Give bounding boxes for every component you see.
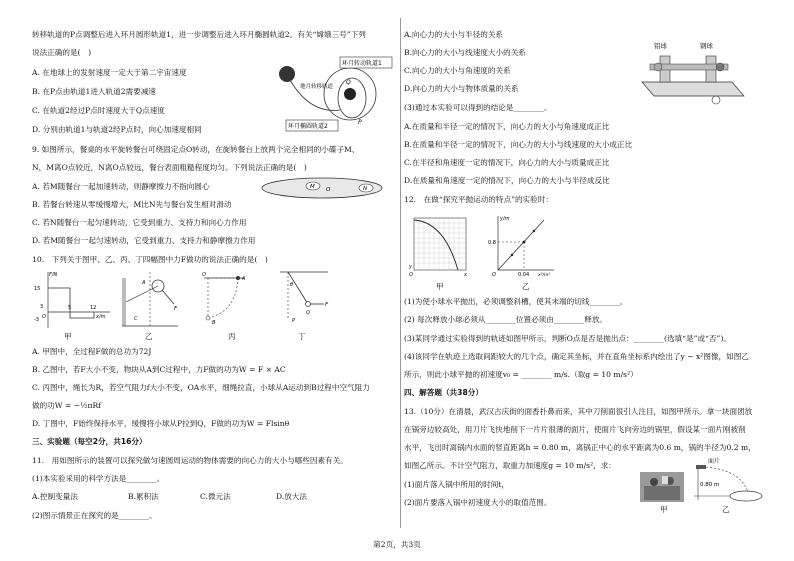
pendulum-figure-ding [276,266,332,330]
q8-option-b: B. 在P点由轨道1进入轨道2需要减速 [32,87,156,96]
yi-axis-y: y/m [500,216,510,222]
height-label: 0.80 m [700,482,720,488]
q9-option-d: D. 若M随餐台一起匀速转动，它受到重力、支持力和静摩擦力作用 [32,236,256,245]
origin-o: O [42,314,46,320]
q9-option-b: B. 若餐台转速从零缓慢增大，M比N先与餐台发生相对滑动 [32,200,232,209]
orbit1-label: 环月转动轨道1 [342,60,382,67]
section-4-heading: 四、解答题（共38分） [404,388,483,397]
point-p: P [358,119,362,126]
ding-p: P [292,318,296,324]
pulley-figure-yi [114,268,180,330]
q13-part2: (2)面片要落入锅中初速度大小的取值范围。 [404,498,552,507]
q12-stem: 12. 在做“探究平抛运动的特点”的实验时： [404,195,553,204]
q10-option-b: B. 乙图中，若F大小不变，物块从A到C过程中，力F做的功为W = F × AC [32,365,286,374]
label-m: M [310,184,315,190]
q11-choice-b: B.向心力的大小与线速度大小的关系 [404,48,526,57]
q12-part1: (1)为使小球水平抛出，必须调整斜槽，使其末端的切线________。 [404,297,628,306]
q11-stem: 11. 用如图所示的装置可以探究做匀速圆周运动的物体需要的向心力的大小与哪些因素有关。 [32,456,348,465]
q11-choice-d: D.向心力的大小与物体质量的关系 [404,84,519,93]
fig12-yi-caption: 乙 [522,282,530,291]
q11-opt-b: B.累积法 [128,492,159,501]
noodle-photo-jia [640,472,684,502]
q10-option-a: A. 甲图中，全过程F做的总功为72J [32,347,152,356]
conclusion-b: B.在质量和半径一定的情况下，向心力的大小与线速度的大小成正比 [404,140,633,149]
ding-theta: θ [290,282,294,288]
q11-opt-d: D.放大法 [276,492,308,501]
q8-option-c: C. 在轨道2经过P点时速度大于Q点速度 [32,106,165,115]
q9-line2: N，M离O点较近，N离O点较远，餐台表面粗糙程度均匀。下列说法正确的是( ) [32,163,307,172]
label-n: N [363,186,368,192]
q13-line4: 如图乙所示。不计空气阻力，取重力加速度g = 10 m/s²，求： [404,461,616,470]
q12-part4-cont: 所示，则此小球平抛的初速度v₀ = ________ m/s.（取g = 10 m/s²） [404,370,638,379]
fig-yi-caption: 乙 [145,332,153,341]
orbit2-label: 环月椭圆轨道2 [288,123,328,130]
q11-part2: (2)图示情景正在探究的是________。 [32,511,157,520]
bing-b: B [212,320,216,326]
q8-option-d: D. 分别由轨道1与轨道2经P点时，向心加速度相同 [32,125,202,134]
yi-origin: O [492,272,496,278]
q12-part3: (3)某同学通过实验得到的轨迹如图甲所示，判断O点是否是抛出点：________(选填“是”或“否”)。 [404,334,731,343]
conclusion-d: D.在质量和角速度一定的情况下，向心力的大小与半径成反比 [404,176,610,185]
q8-intro-line1: 转移轨道的P点调整后进入环月圆形轨道1，进一步调整后进入环月椭圆轨道2。有关“嫦娥三号”下列 [32,30,366,39]
fig13-jia-caption: 甲 [660,505,668,514]
tick-neg3: -3 [34,317,39,323]
tick-12: 12 [90,305,97,311]
page-footer: 第2页，共3页 [373,540,421,549]
fig-bing-caption: 丙 [228,332,236,341]
bing-o: O [202,272,206,278]
aluminum-ball-label: 铝球 [654,42,667,50]
jia-origin: O [409,272,413,278]
q9-line1: 9. 如图所示，餐桌的水平旋转餐台可绕固定点O转动，在旋转餐台上放两个完全相同的小碟子M、 [32,145,360,154]
q11-opt-a: A.控制变量法 [32,492,78,501]
pendulum-figure-bing [198,268,262,330]
q11-choice-a: A.向心力的大小与半径的关系 [404,30,504,39]
q11-part3: (3)通过本实验可以得到的结论是________。 [404,103,552,112]
mianpian-label: 面片 [708,458,721,465]
q10-option-d: D. 丁图中，F始终保持水平，缓慢将小球从P拉到Q，F做的功为W = Flsinθ [32,419,290,428]
q11-choice-c: C.向心力的大小与角速度的关系 [404,66,511,75]
fig13-yi-caption: 乙 [722,505,730,514]
section-3-heading: 三、实验题（每空2分，共16分） [32,437,147,446]
axis-x: x/m [96,314,106,320]
q13-line2: 在锅旁边较高处，用刀片飞快地削下一片片很薄的面片，使面片飞向旁边的锅里，假设某一面片刚被削 [404,425,746,434]
steel-ball-label: 钢球 [700,42,713,50]
yi-f: F [174,306,178,312]
yi-c: C [134,316,138,322]
jia-x: x [464,272,467,278]
q8-intro-line2: 说法正确的是( ) [32,48,92,57]
q10-option-c: C. 丙图中，绳长为R，若空气阻力f大小不变，OA水平，细绳拉直，小球从A运动到B过程中空气阻力 [32,383,370,392]
ding-f: F [325,302,329,308]
q9-option-c: C. 若N随餐台一起匀速转动，它受到重力、支持力和向心力作用 [32,218,247,227]
tick-3: 3 [40,304,44,310]
q13-part1: (1)面片落入锅中所用的时间t， [404,480,509,489]
q9-option-a: A. 若M随餐台一起加速转动，则静摩擦力不指向圆心 [32,182,210,191]
q10-option-c-cont: 做的功W = −½πRf [32,401,102,410]
fig12-jia-caption: 甲 [436,282,444,291]
conclusion-c: C.在半径和角速度一定的情况下，向心力的大小与质量成正比 [404,158,610,167]
centripetal-apparatus-figure [636,34,746,106]
moon-icon [344,88,356,100]
bing-a: A [242,276,246,282]
yi-a: A [142,280,146,286]
fig-jia-caption: 甲 [64,332,72,341]
earth-icon [279,66,295,82]
conclusion-a: A.在质量和半径一定的情况下，向心力的大小与角速度成正比 [404,122,610,131]
ding-q: Q [306,310,310,316]
y-x2-graph-yi [488,212,560,278]
label-o: O [326,187,331,193]
q12-part2: (2) 每次释放小球必须从________位置必须由________释放。 [404,315,608,324]
turntable-figure [258,172,386,202]
yi-axis-x: x²/m² [538,273,551,278]
jia-y: y [409,264,412,270]
tick-15: 15 [34,286,41,292]
q10-stem: 10. 下列关于图甲、乙、丙、丁四幅图中力F做功的说法正确的是( ) [32,255,268,264]
fig-ding-caption: 丁 [298,332,306,341]
column-divider [400,18,401,528]
q13-line1: 13.（10分）在清晨，武汉古庆街的面香扑鼻而来，其中刀削面很引人注目，如图甲所示。拿一块面团放 [404,407,753,416]
transfer-label: 地月转移轨道 [300,84,334,90]
tick-5: 5 [68,305,72,311]
lunar-orbit-figure [270,54,394,134]
yi-tick-08: 0.8 [488,240,496,246]
q11-part1: (1)本实验采用的科学方法是________。 [32,474,165,483]
trajectory-grid-jia [408,212,470,278]
q11-opt-c: C.微元法 [200,492,231,501]
noodle-diagram-yi [690,456,766,506]
q8-option-a: A. 在地球上的发射速度一定大于第二宇宙速度 [32,68,187,77]
point-q: Q [346,79,351,86]
q13-line3: 水平，飞出时离锅内水面的竖直距离h = 0.80 m，离锅正中心的水平距离为0.6 m，锅的半径为0.2 m， [404,443,756,452]
axis-f: F/N [49,272,58,278]
q12-part4: (4)该同学在轨迹上选取间距较大的几个点，确定其坐标，并在直角坐标系内绘出了y − x²图像，如图乙 [404,352,749,361]
yi-tick-004: 0.04 [518,272,530,278]
force-graph-jia [32,268,112,330]
